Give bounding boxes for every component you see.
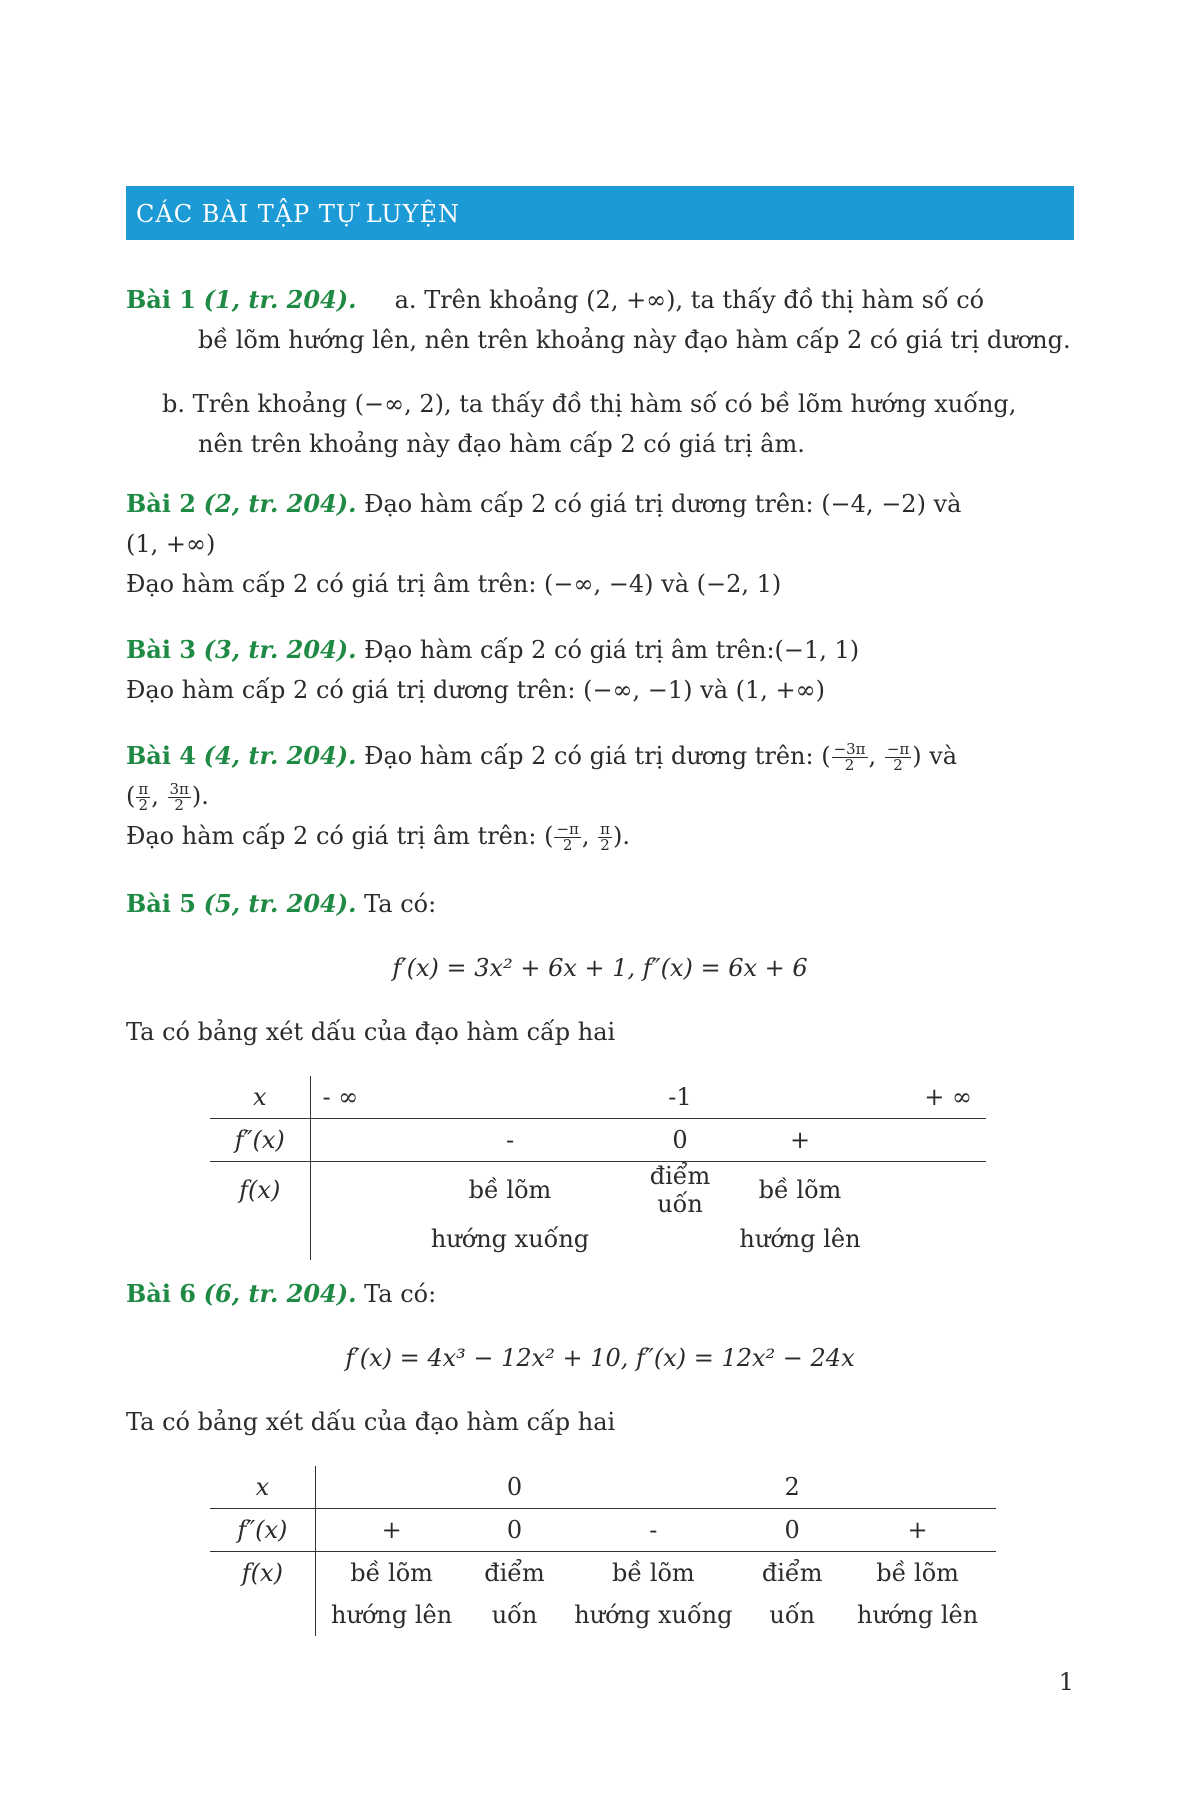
exercise-1 [126, 280, 1074, 464]
exercise-2-line-2: (1, +∞) [126, 530, 216, 558]
exercise-4-line-3: Đạo hàm cấp 2 có giá trị âm trên: ( $\frac{-\pi}{2}$ , $\frac{\pi}{2}$ ). [126, 820, 630, 854]
exercise-1-line-2: bề lõm hướng lên, nên trên khoảng này đạo hàm cấp 2 có giá trị dương. [198, 326, 1071, 354]
table-cell: 2 [745, 1466, 839, 1509]
exercise-label: Bài 1 [126, 285, 197, 314]
table-cell [870, 1162, 986, 1219]
row-header: x [210, 1076, 310, 1119]
row-header: x [210, 1466, 315, 1509]
item-marker: a. [394, 286, 417, 314]
table-cell: bề lõm [612, 1559, 695, 1587]
table-cell: điểm [761, 1559, 823, 1587]
row-header [210, 1594, 315, 1636]
exercise-label: Bài 2 [126, 489, 197, 518]
exercise-reference: (1, tr. 204). [203, 285, 357, 314]
table-cell [310, 1162, 390, 1219]
table-row [210, 1162, 986, 1219]
table-cell: + ∞ [870, 1076, 986, 1119]
table-row [210, 1076, 986, 1119]
table-row [210, 1119, 986, 1162]
table-cell: bề lõm [350, 1559, 433, 1587]
row-header: f″(x) [210, 1119, 310, 1162]
item-text: Trên khoảng (2, +∞), ta thấy đồ thị hàm số có [424, 286, 985, 314]
exercise-3-line-1 [126, 630, 1074, 670]
table-cell: 0 [745, 1509, 839, 1552]
exercise-5-line-1 [126, 884, 1074, 924]
row-header [210, 1218, 310, 1260]
exercise-reference: (4, tr. 204). [203, 741, 357, 770]
exercise-text: Đạo hàm cấp 2 có giá trị dương trên: [364, 742, 814, 770]
exercise-2 [126, 484, 1074, 604]
exercise-text: Đạo hàm cấp 2 có giá trị âm trên: [126, 822, 537, 850]
table-cell: uốn [769, 1601, 815, 1629]
table-caption: Ta có bảng xét dấu của đạo hàm cấp hai [126, 1018, 616, 1046]
table-cell [730, 1076, 870, 1119]
row-header: f″(x) [210, 1509, 315, 1552]
table-row [210, 1552, 996, 1595]
fraction: $\frac{3\pi}{2}$ [169, 780, 189, 814]
table-cell [310, 1218, 390, 1260]
exercise-4-line-1: Bài 4 (4, tr. 204). Đạo hàm cấp 2 có giá trị dương trên: ( $\frac{-3\pi}{2}$ , $\frac{-\pi}{2}$ ) và [126, 740, 958, 774]
exercise-4 [126, 736, 1074, 856]
row-header: f(x) [210, 1162, 310, 1219]
exercise-6-line-1 [126, 1274, 1074, 1314]
table-cell: -1 [630, 1076, 730, 1119]
table-cell [870, 1218, 986, 1260]
section-banner [126, 186, 1074, 240]
exercise-1-line-1 [126, 280, 1074, 320]
fraction: $\frac{-3\pi}{2}$ [833, 740, 866, 774]
table-cell: 0 [468, 1509, 562, 1552]
exercise-text: Ta có: [364, 890, 437, 918]
table-cell: điểm [484, 1559, 545, 1587]
exercise-1-item-b-line-2: nên trên khoảng này đạo hàm cấp 2 có giá trị âm. [198, 430, 805, 458]
table-row [210, 1594, 996, 1636]
table-cell: hướng xuống [430, 1225, 590, 1253]
exercise-2-line-3: Đạo hàm cấp 2 có giá trị âm trên: (−∞, −4) và (−2, 1) [126, 570, 782, 598]
table-cell [630, 1218, 730, 1260]
sign-table-1 [210, 1076, 986, 1260]
fraction: $\frac{-\pi}{2}$ [886, 740, 910, 774]
exercise-reference: (5, tr. 204). [203, 889, 357, 918]
exercise-2-line-1 [126, 484, 1074, 524]
table-cell: điểm uốn [649, 1162, 711, 1218]
exercise-reference: (2, tr. 204). [203, 489, 357, 518]
table-cell: 0 [468, 1466, 562, 1509]
table-cell: bề lõm [468, 1176, 552, 1204]
table-cell: + [839, 1509, 996, 1552]
exercise-label: Bài 4 [126, 741, 197, 770]
exercise-reference: (3, tr. 204). [203, 635, 357, 664]
table-cell: 0 [630, 1119, 730, 1162]
fraction: $\frac{\pi}{2}$ [138, 780, 149, 814]
fraction: $\frac{\pi}{2}$ [600, 820, 610, 854]
item-text: Trên khoảng (−∞, 2), ta thấy đồ thị hàm số có bề lõm hướng xuống, [192, 390, 1017, 418]
exercise-reference: (6, tr. 204). [203, 1279, 357, 1308]
table-cell: + [730, 1119, 870, 1162]
exercise-4-line-2: ( $\frac{\pi}{2}$ , $\frac{3\pi}{2}$ ). [126, 780, 209, 814]
page-number: 1 [1058, 1668, 1074, 1696]
sign-table-2 [210, 1466, 996, 1636]
exercise-5 [126, 884, 1074, 1052]
item-marker: b. [162, 390, 185, 418]
table-row [210, 1218, 986, 1260]
exercise-1-item-b [126, 384, 1074, 424]
section-title: CÁC BÀI TẬP TỰ LUYỆN [136, 200, 460, 228]
table-cell [870, 1119, 986, 1162]
table-caption: Ta có bảng xét dấu của đạo hàm cấp hai [126, 1408, 616, 1436]
table-cell [839, 1466, 996, 1509]
table-row [210, 1509, 996, 1552]
exercise-text: Đạo hàm cấp 2 có giá trị âm trên:(−1, 1) [364, 636, 860, 664]
table-cell: - [562, 1509, 746, 1552]
exercise-label: Bài 5 [126, 889, 197, 918]
exercise-text: Đạo hàm cấp 2 có giá trị dương trên: (−4, −2) và [364, 490, 962, 518]
exercise-text: Ta có: [364, 1280, 437, 1308]
table-cell [562, 1466, 746, 1509]
table-cell [315, 1466, 467, 1509]
table-cell [390, 1076, 630, 1119]
table-row [210, 1466, 996, 1509]
table-cell: + [315, 1509, 467, 1552]
exercise-6 [126, 1274, 1074, 1442]
table-cell: - [390, 1119, 630, 1162]
table-cell: bề lõm [876, 1559, 959, 1587]
table-cell: hướng lên [331, 1601, 453, 1629]
table-cell: uốn [491, 1601, 538, 1629]
table-cell: bề lõm [758, 1176, 842, 1204]
exercise-label: Bài 3 [126, 635, 197, 664]
exercise-3 [126, 630, 1074, 710]
table-cell: hướng lên [857, 1601, 979, 1629]
table-cell: hướng lên [739, 1225, 861, 1253]
formula: f′(x) = 3x² + 6x + 1, f″(x) = 6x + 6 [392, 954, 808, 982]
table-cell: - ∞ [310, 1076, 390, 1119]
conjunction: và [929, 742, 958, 770]
exercise-3-line-2: Đạo hàm cấp 2 có giá trị dương trên: (−∞, −1) và (1, +∞) [126, 676, 826, 704]
formula: f′(x) = 4x³ − 12x² + 10, f″(x) = 12x² − 24x [345, 1344, 855, 1372]
fraction: $\frac{-\pi}{2}$ [556, 820, 579, 854]
exercise-label: Bài 6 [126, 1279, 197, 1308]
table-cell [310, 1119, 390, 1162]
row-header: f(x) [210, 1552, 315, 1595]
table-cell: hướng xuống [574, 1601, 733, 1629]
